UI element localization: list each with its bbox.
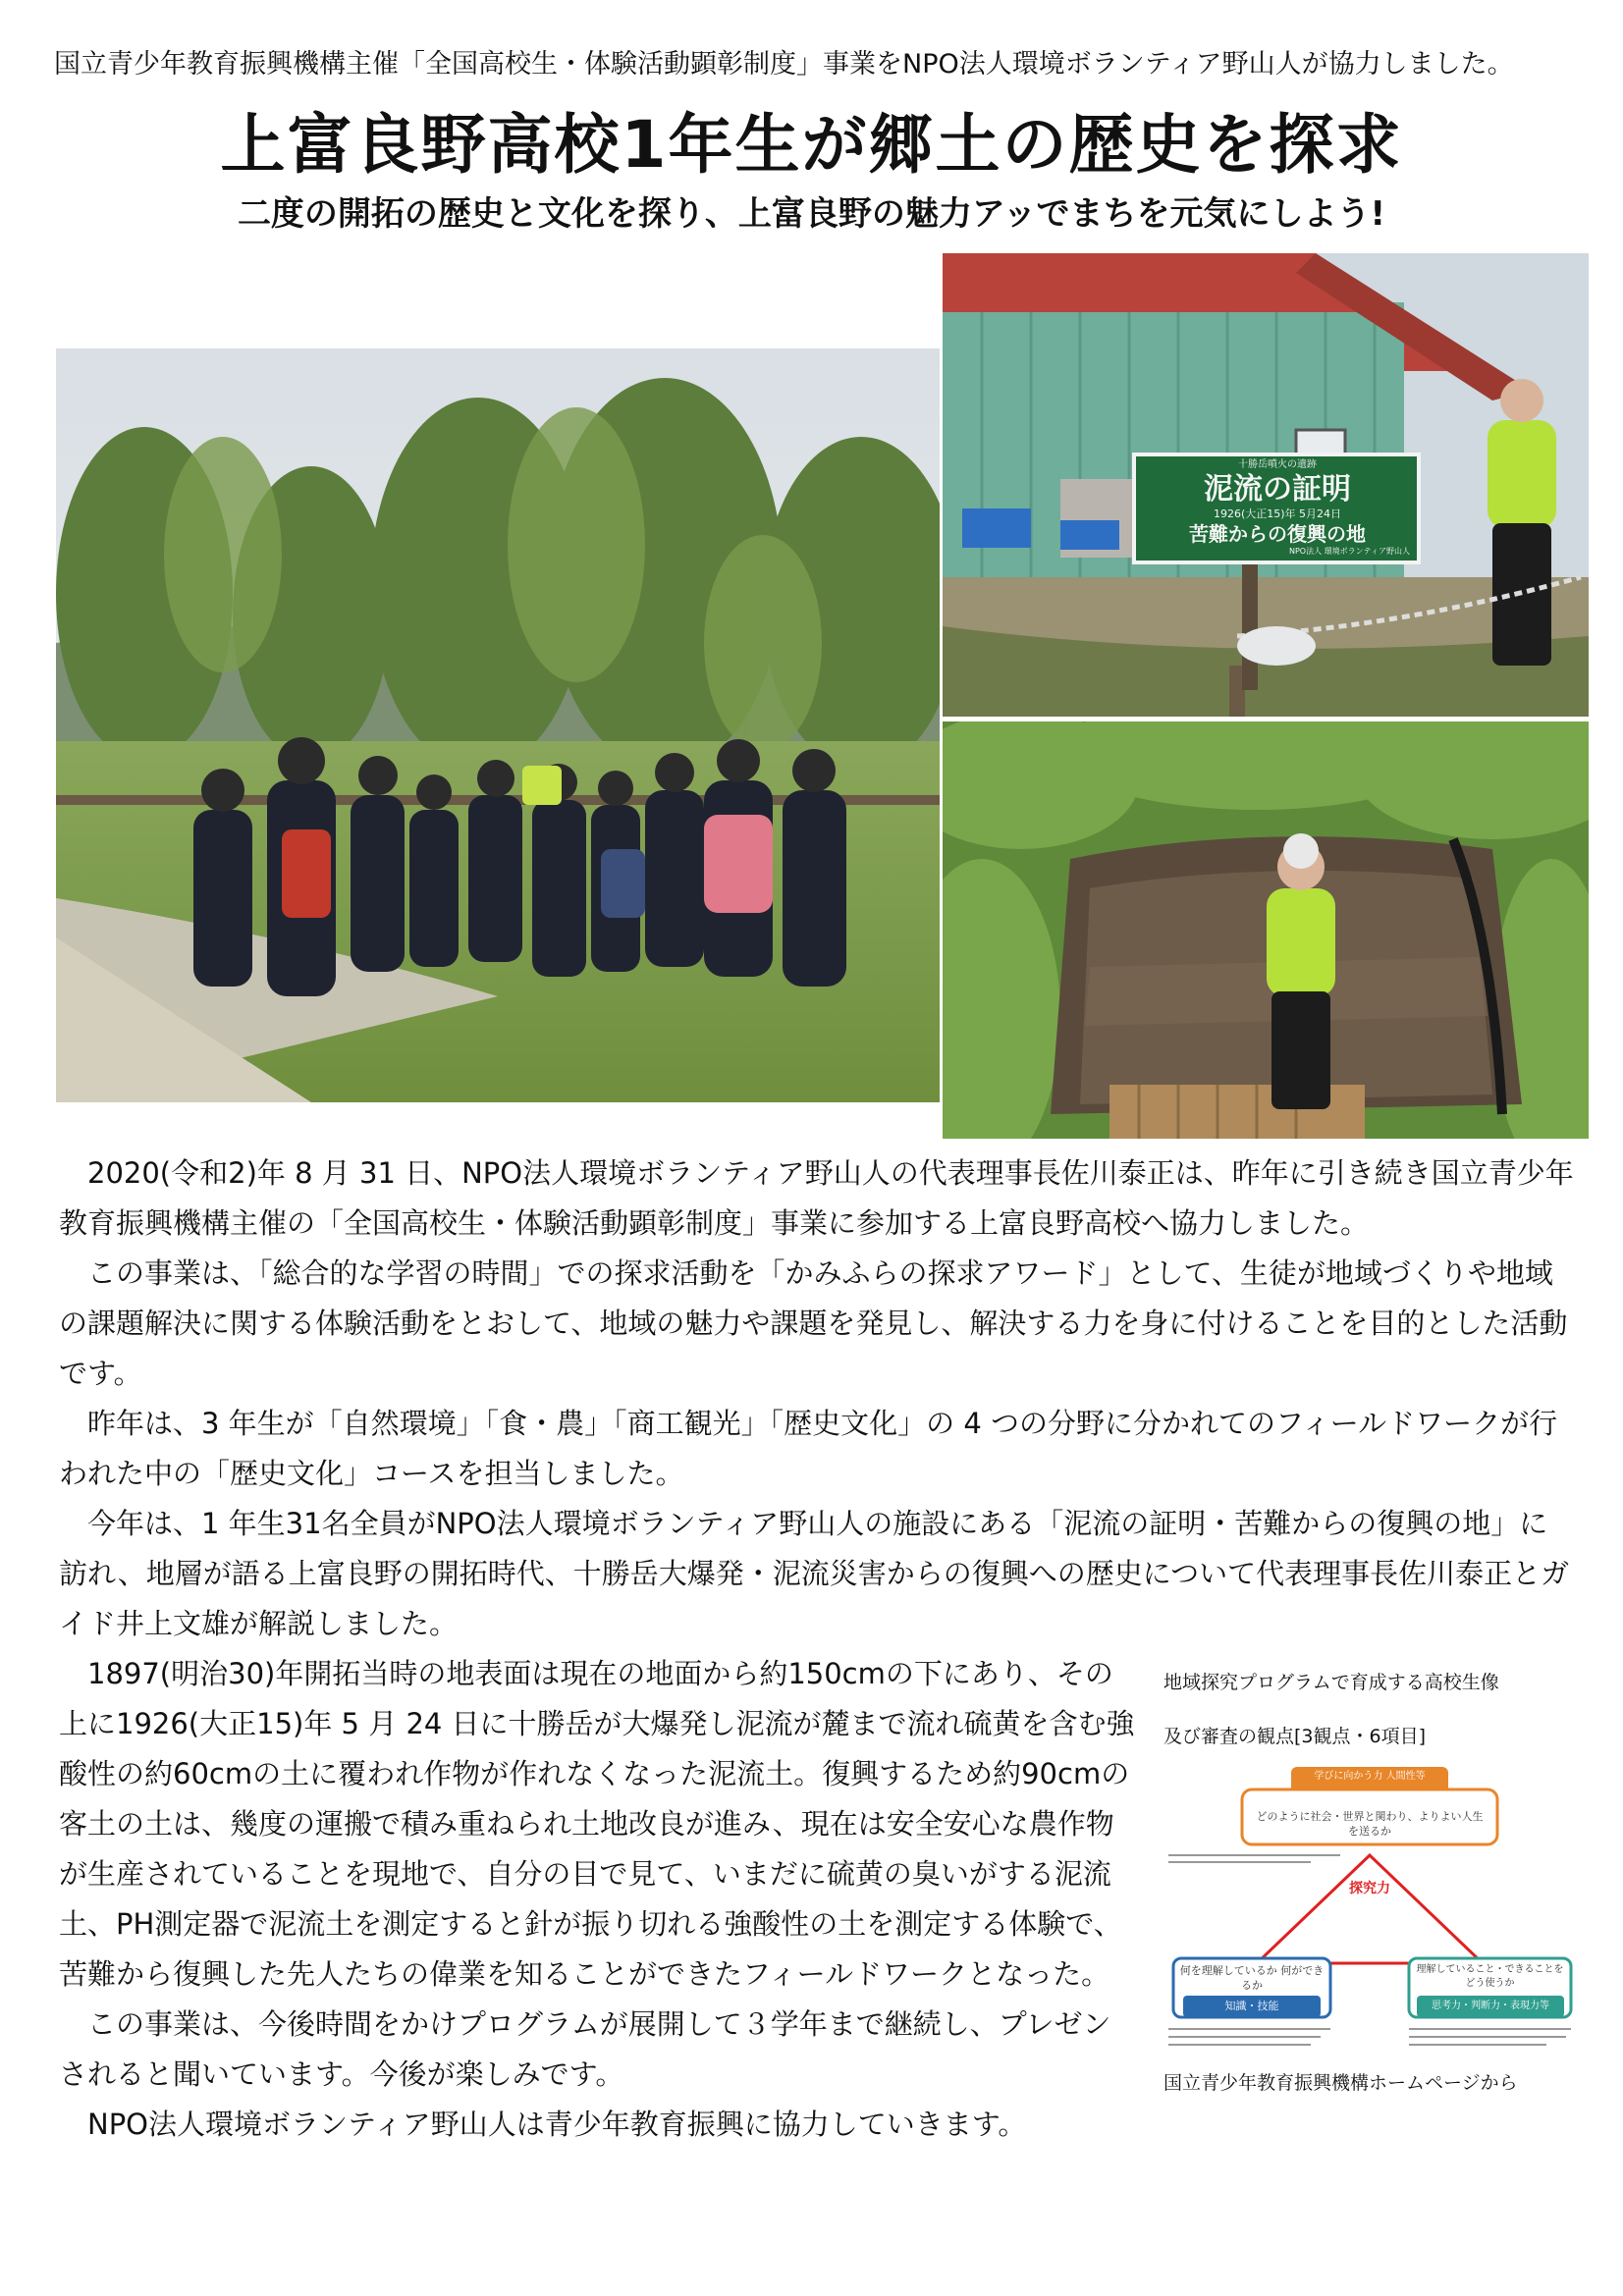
paragraph-4: 今年は、1 年生31名全員がNPO法人環境ボランティア野山人の施設にある「泥流の証明・苦難からの復興の地」に訪れ、地層が語る上富良野の開拓時代、十勝岳大爆発・泥流災害からの復興への歴史について代表理事長佐川泰正とガイド井上文雄が解説しました。: [59, 1507, 1570, 1640]
top-box-text: どのように社会・世界と関わり、よりよい人生を送るか: [1256, 1810, 1484, 1838]
inset-caption-line1: 地域探究プログラムで育成する高校生像: [1163, 1672, 1499, 1693]
paragraph-3: 昨年は、3 年生が「自然環境」「食・農」「商工観光」「歴史文化」の 4 つの分野に分かれてのフィールドワークが行われた中の「歴史文化」コースを担当しました。: [59, 1407, 1558, 1490]
paragraph-5: 1897(明治30)年開拓当時の地表面は現在の地面から約150cmの下にあり、その上に1926(大正15)年 5 月 24 日に十勝岳が大爆発し泥流が麓まで流れ硫黄を含む強酸性の約60cmの土に覆われ作物が作れなくなった泥流土。復興するため約90cmの客土の土は、幾度の運搬で積み重ねられ土地改良が進み、現在は安全安心な農作物が生産されていることを現地で、自分の目で見て、いまだに硫黄の臭いがする泥流土、PH測定器で泥流土を測定すると針が振り切れる強酸性の土を測定する体験で、苦難から復興した先人たちの偉業を知ることができたフィールドワークとなった。: [59, 1657, 1135, 1991]
top-box-title: 学びに向かう力 人間性等: [1314, 1771, 1426, 1782]
inset-caption-line2: 及び審査の観点[3観点・6項目]: [1163, 1726, 1427, 1747]
paragraph-6: この事業は、今後時間をかけプログラムが展開して３学年まで継続し、プレゼンされると聞いています。今後が楽しみです。: [59, 2007, 1111, 2091]
right-box-title: 思考力・判断力・表現力等: [1432, 2001, 1549, 2011]
soil-pit-photo: [943, 721, 1589, 1139]
sign-date: 1926(大正15)年 5月24日: [1213, 507, 1342, 520]
paragraph-1: 2020(令和2)年 8 月 31 日、NPO法人環境ボランティア野山人の代表理事長佐川泰正は、昨年に引き続き国立青少年教育振興機構主催の「全国高校生・体験活動顕彰制度」事業に参加する上富良野高校へ協力しました。: [59, 1156, 1574, 1240]
page-subtitle: 二度の開拓の歴史と文化を探り、上富良野の魅力アッでまちを元気にしよう!: [237, 194, 1386, 234]
inquiry-diagram: [1163, 1762, 1576, 2056]
paragraph-7: NPO法人環境ボランティア野山人は青少年教育振興に協力していきます。: [87, 2108, 1027, 2141]
paragraph-2: この事業は、「総合的な学習の時間」での探求活動を「かみふらの探求アワード」として、生徒が地域づくりや地域の課題解決に関する体験活動をとおして、地域の魅力や課題を発見し、解決する力を身に付けることを目的とした活動です。: [59, 1256, 1568, 1390]
sign-main-text: 泥流の証明: [1204, 472, 1351, 507]
right-box-text: 理解していること・できることをどう使うか: [1416, 1964, 1564, 1989]
sign-org: NPO法人 環境ボランティア野山人: [1288, 547, 1410, 556]
sign-small-top: 十勝岳噴火の遺跡: [1238, 459, 1317, 470]
students-field-photo: [56, 348, 940, 1102]
left-box-title: 知識・技能: [1224, 2000, 1279, 2012]
page-title: 上富良野高校1年生が郷土の歴史を探求: [220, 107, 1403, 183]
barn-sign-photo: [943, 253, 1589, 717]
left-box-text: 何を理解しているか 何ができるか: [1179, 1964, 1325, 1992]
inset-figure: [1144, 1669, 1581, 2094]
inset-source: 国立青少年教育振興機構ホームページから: [1163, 2072, 1518, 2094]
center-label: 探究力: [1349, 1881, 1390, 1896]
triangle-lines: [1257, 1855, 1483, 1963]
sign-sub-text: 苦難からの復興の地: [1189, 522, 1366, 546]
lead-text: 国立青少年教育振興機構主催「全国高校生・体験活動顕彰制度」事業をNPO法人環境ボランティア野山人が協力しました。: [54, 49, 1514, 80]
